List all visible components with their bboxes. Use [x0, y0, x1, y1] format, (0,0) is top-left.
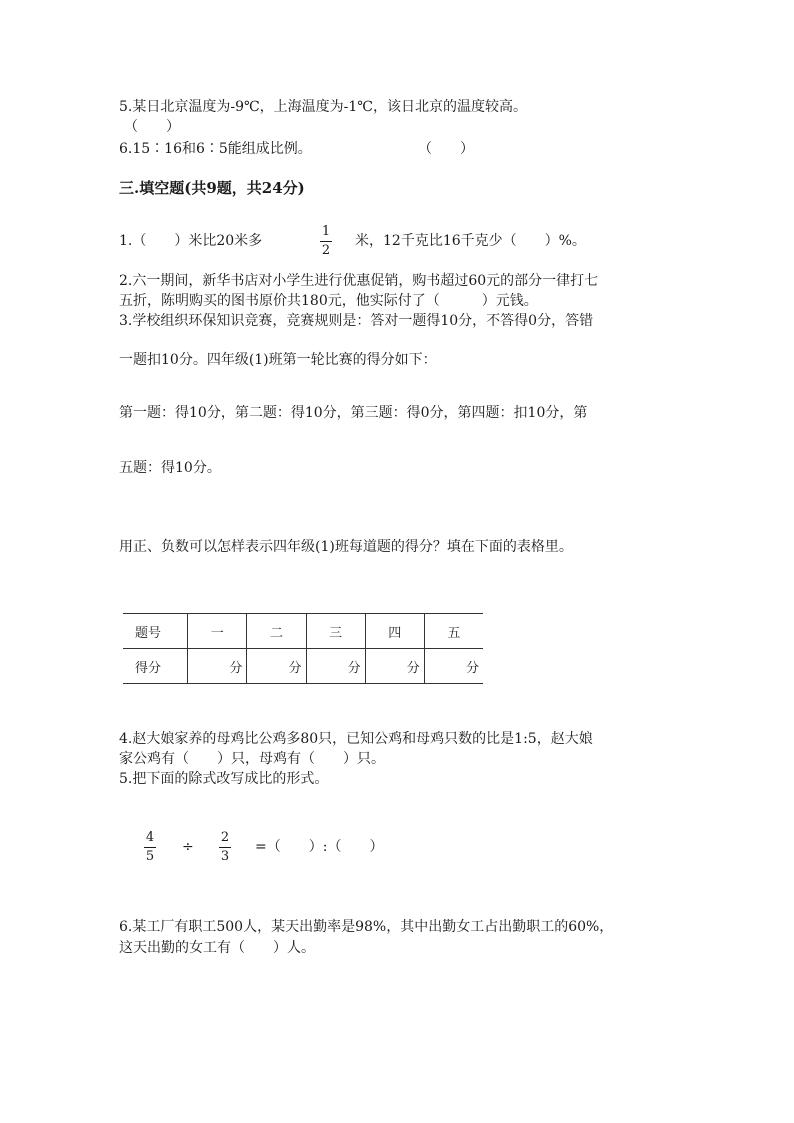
fraction-bar [320, 241, 332, 242]
fill-q1-fraction [319, 224, 333, 259]
table-cell[interactable]: 分 [365, 649, 424, 684]
judge-q6: 6.15∶16和6∶5能组成比例。 [119, 141, 312, 157]
judge-q5-answer-paren: （ ） [124, 119, 180, 135]
fill-q2-line1: 2.六一期间，新华书店对小学生进行优惠促销，购书超过60元的部分一律打七 [119, 273, 599, 289]
fill-q6-line1: 6.某工厂有职工500人，某天出勤率是98%，其中出勤女工占出勤职工的60%， [119, 919, 614, 935]
fill-q3-line3: 第一题：得10分，第二题：得10分，第三题：得0分，第四题：扣10分，第 [119, 405, 588, 421]
fill-q5-ratio-answer: =（ ）:（ ） [255, 839, 384, 855]
table-row [123, 614, 483, 649]
table-header-cell: 三 [306, 614, 365, 649]
fraction-bar [144, 847, 156, 848]
division-sign: ÷ [182, 839, 194, 855]
table-header-cell: 五 [424, 614, 483, 649]
table-cell[interactable]: 分 [306, 649, 365, 684]
fill-q5-fraction-2 [218, 830, 232, 865]
fraction-denominator: 5 [145, 849, 155, 864]
fill-q6-line2: 这天出勤的女工有（ ）人。 [119, 940, 315, 956]
fill-q3-line5: 用正、负数可以怎样表示四年级(1)班每道题的得分？填在下面的表格里。 [119, 539, 573, 555]
fill-q3-line4: 五题：得10分。 [119, 460, 221, 476]
table-header-cell: 二 [247, 614, 306, 649]
fill-q4-line2: 家公鸡有（ ）只，母鸡有（ ）只。 [119, 751, 385, 767]
score-table [123, 613, 483, 684]
fill-q4-line1: 4.赵大娘家养的母鸡比公鸡多80只，已知公鸡和母鸡只数的比是1:5，赵大娘 [119, 731, 593, 747]
fill-q3-line2: 一题扣10分。四年级(1)班第一轮比赛的得分如下： [119, 352, 437, 368]
table-header-cell: 四 [365, 614, 424, 649]
table-header-cell: 一 [188, 614, 247, 649]
fraction-numerator: 4 [145, 830, 155, 845]
table-header-label: 题号 [123, 614, 188, 649]
fill-q5-line1: 5.把下面的除式改写成比的形式。 [119, 771, 329, 787]
table-row-label: 得分 [123, 649, 188, 684]
fraction-denominator: 2 [321, 243, 331, 258]
fill-q1-part1: 1.（ ）米比20米多 [119, 233, 263, 249]
fraction-bar [219, 847, 231, 848]
judge-q6-answer-paren: （ ） [418, 141, 474, 157]
table-cell[interactable]: 分 [424, 649, 483, 684]
fill-q1-part2: 米，12千克比16千克少（ ）%。 [355, 233, 586, 249]
table-row [123, 649, 483, 684]
table-cell[interactable]: 分 [188, 649, 247, 684]
fraction-numerator: 1 [321, 224, 331, 239]
fill-q5-fraction-1 [143, 830, 157, 865]
table-cell[interactable]: 分 [247, 649, 306, 684]
fraction-denominator: 3 [220, 849, 230, 864]
fraction-numerator: 2 [220, 830, 230, 845]
fill-q2-line2: 五折，陈明购买的图书原价共180元，他实际付了（ ）元钱。 [119, 293, 538, 309]
judge-q5-line1: 5.某日北京温度为-9℃，上海温度为-1℃，该日北京的温度较高。 [119, 99, 527, 115]
section-title: 三.填空题(共9题，共24分) [119, 179, 305, 197]
fill-q3-line1: 3.学校组织环保知识竞赛，竞赛规则是：答对一题得10分，不答得0分，答错 [119, 313, 594, 329]
